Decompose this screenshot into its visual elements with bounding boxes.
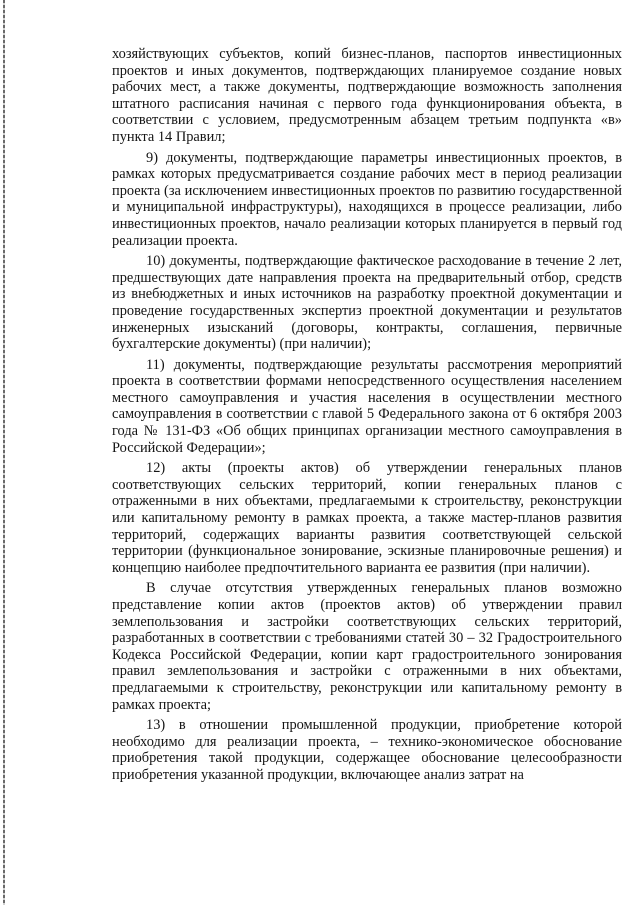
scan-edge bbox=[3, 0, 5, 905]
paragraph-item-11: 11) документы, подтверждающие результаты рассмотрения мероприятий проекта в соответствии формами непосредственного осуществления населением местного самоуправления и участия населения в осуществлении местного самоуправления в соответствии с главой 5 Федерального закона от 6 октября 2003 года № 131-ФЗ «Об общих принципах организации местного самоуправления в Российской Федерации»; bbox=[112, 356, 622, 456]
paragraph-item-13: 13) в отношении промышленной продукции, приобретение которой необходимо для реализации проекта, – технико-экономическое обоснование приобретения такой продукции, содержащее обоснование целесообразности приобретения указанной продукции, включающее анализ затрат на bbox=[112, 717, 622, 783]
paragraph-item-10: 10) документы, подтверждающие фактическое расходование в течение 2 лет, предшествующих дате направления проекта на предварительный отбор, средств из внебюджетных и иных источников на разработку проектной документации и проведение государственных экспертиз проектной документации и результатов инженерных изысканий (договоры, контракты, соглашения, первичные бухгалтерские документы) (при наличии); bbox=[112, 253, 622, 353]
paragraph-continuation: хозяйствующих субъектов, копий бизнес-планов, паспортов инвестиционных проектов и иных документов, подтверждающих планируемое создание новых рабочих мест, а также документы, подтверждающие возможность заполнения штатного расписания начиная с первого года функционирования объекта, в соответствии с условием, предусмотренным абзацем третьим подпункта «в» пункта 14 Правил; bbox=[112, 46, 622, 145]
paragraph-item-9: 9) документы, подтверждающие параметры инвестиционных проектов, в рамках которых предусматривается создание рабочих мест в период реализации проекта (за исключением инвестиционных проектов по развитию государственной и муниципальной инфраструктуры), находящихся в процессе реализации, либо инвестиционных проектов, начало реализации которых планируется в первый год реализации проекта. bbox=[112, 149, 622, 249]
paragraph-item-12: 12) акты (проекты актов) об утверждении генеральных планов соответствующих сельских территорий, копии генеральных планов с отраженными в них объектами, предлагаемыми к строительству, реконструкции или капитальному ремонту в рамках проекта, а также мастер-планов развития территорий, содержащих варианты развития соответствующей сельской территории (функциональное зонирование, эскизные планировочные решения) и концепцию наиболее предпочтительного варианта ее развития (при наличии). bbox=[112, 460, 622, 576]
paragraph-item-12-note: В случае отсутствия утвержденных генеральных планов возможно представление копии актов (проектов актов) об утверждении правил землепользования и застройки соответствующих сельских территорий, разработанных в соответствии с требованиями статей 30 – 32 Градостроительного Кодекса Российской Федерации, копии карт градостроительного зонирования правил землепользования и застройки с отраженными в них объектами, предлагаемыми к строительству, реконструкции или капитальному ремонту в рамках проекта; bbox=[112, 580, 622, 713]
